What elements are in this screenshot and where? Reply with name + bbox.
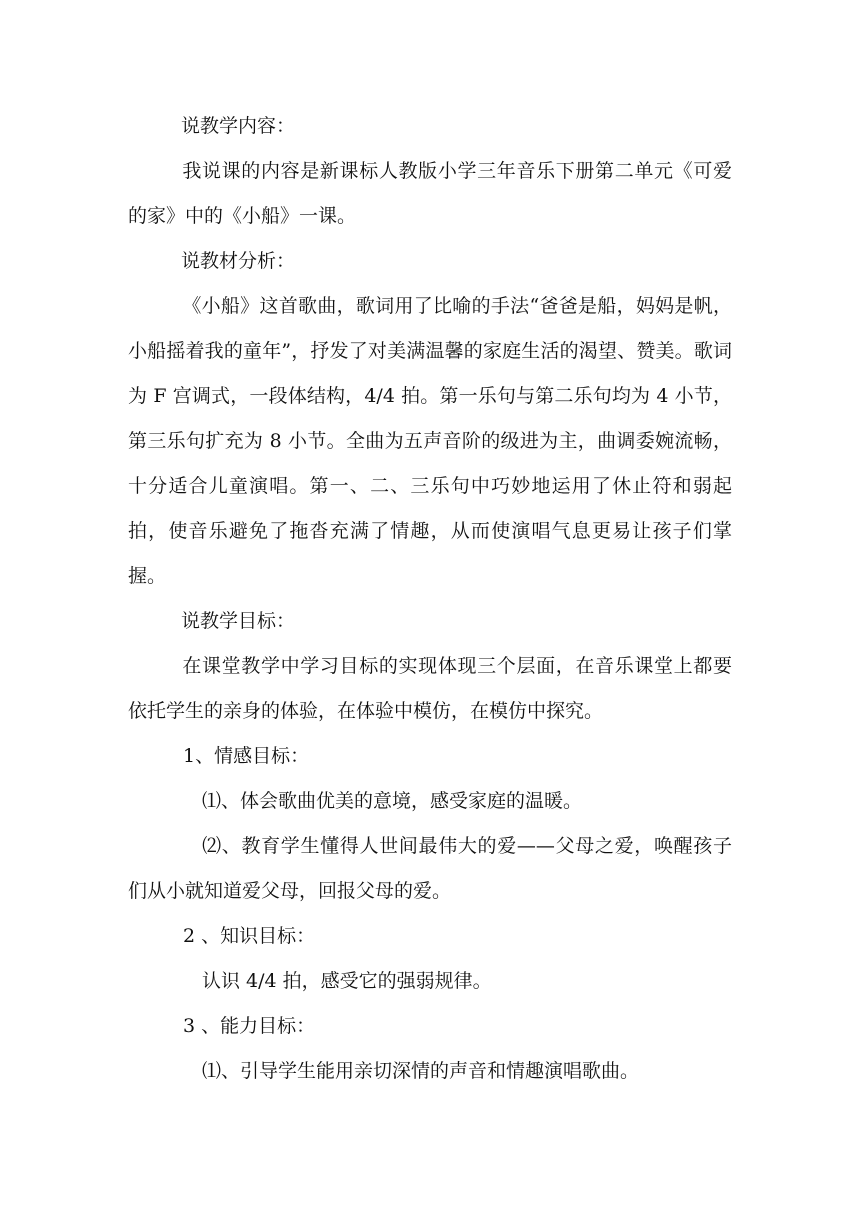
heading-material-analysis: 说教材分析： <box>181 250 296 272</box>
heading-ability-goals: 3 、能力目标： <box>183 1015 316 1037</box>
heading-teaching-content: 说教学内容： <box>181 115 296 137</box>
paragraph-teaching-goals: 在课堂教学中学习目标的实现体现三个层面，在音乐课堂上都要依托学生的亲身的体验，在体验中模仿，在模仿中探究。 <box>128 655 732 722</box>
heading-teaching-goals: 说教学目标： <box>181 610 296 632</box>
paragraph-material-analysis: 《小船》这首歌曲，歌词用了比喻的手法“爸爸是船，妈妈是帆，小船摇着我的童年”，抒发了对美满温馨的家庭生活的渴望、赞美。歌词为 F 宫调式，一段体结构，4/4 拍。第一乐句与第二乐句均为 4 小节，第三乐句扩充为 8 小节。全曲为五声音阶的级进为主，曲调委婉流畅，十分适合儿童演唱。第一、二、三乐句中巧妙地运用了休止符和弱起拍，使音乐避免了拖沓充满了情趣，从而使演唱气息更易让孩子们掌握。 <box>128 295 732 587</box>
item-ability-goal-1: ⑴、引导学生能用亲切深情的声音和情趣演唱歌曲。 <box>202 1060 640 1082</box>
item-knowledge-goal: 认识 4/4 拍，感受它的强弱规律。 <box>202 970 492 992</box>
item-emotional-goal-2: ⑵、教育学生懂得人世间最伟大的爱——父母之爱，唤醒孩子们从小就知道爱父母，回报父母的爱。 <box>128 835 732 902</box>
item-emotional-goal-1: ⑴、体会歌曲优美的意境，感受家庭的温暖。 <box>202 790 583 812</box>
heading-emotional-goals: 1、情感目标： <box>183 745 310 767</box>
heading-knowledge-goals: 2 、知识目标： <box>183 925 316 947</box>
document-body <box>128 104 732 1094</box>
paragraph-teaching-content: 我说课的内容是新课标人教版小学三年音乐下册第二单元《可爱的家》中的《小船》一课。 <box>128 160 732 227</box>
